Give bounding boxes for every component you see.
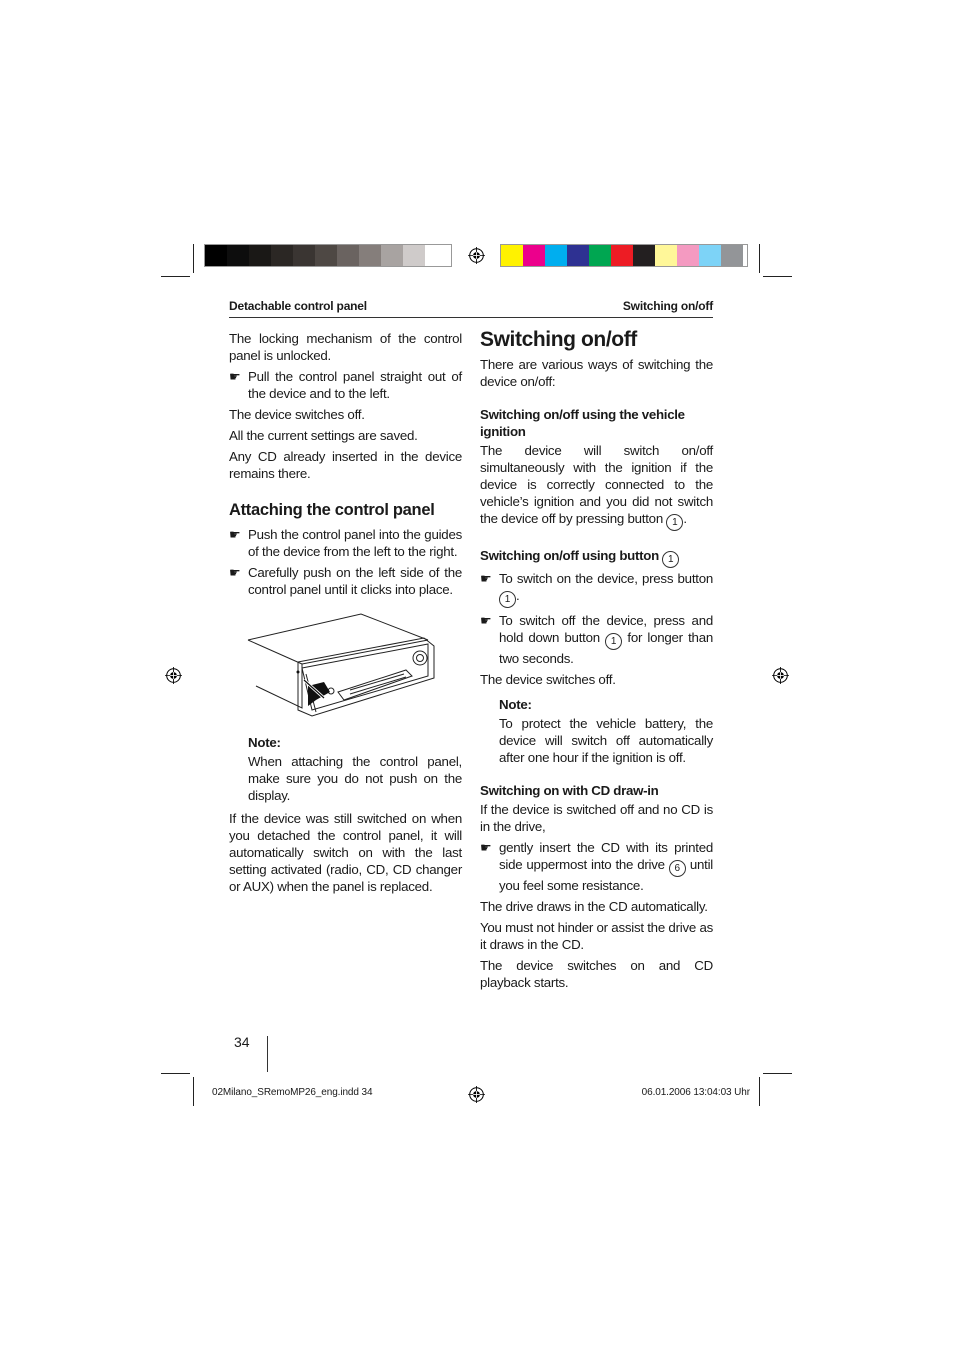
paragraph: The device switches off.: [480, 672, 616, 687]
button-6-symbol: 6: [669, 860, 686, 877]
grayscale-color-bar: [204, 244, 452, 267]
color-swatch: [545, 245, 567, 266]
crop-mark: [759, 244, 760, 273]
color-swatch: [249, 245, 271, 266]
color-swatch: [425, 245, 447, 266]
crop-mark: [161, 276, 190, 277]
paragraph: If the device is switched off and no CD is in the drive,: [480, 802, 713, 834]
note-title: Note:: [248, 735, 281, 750]
paragraph: Any CD already inserted in the device remains there.: [229, 449, 462, 481]
note-text: To protect the vehicle battery, the device will switch off automatically after one hour if the ignition is off.: [499, 716, 713, 765]
paragraph: The drive draws in the CD automatically.: [480, 899, 708, 914]
button-1-symbol: 1: [662, 551, 679, 568]
note-title: Note:: [499, 697, 532, 712]
crop-mark: [763, 1073, 792, 1074]
bullet-item: ☛ To switch on the device, press button 1 .: [480, 570, 713, 608]
color-swatch: [567, 245, 589, 266]
color-swatch: [337, 245, 359, 266]
page-number-rule: [267, 1036, 268, 1072]
button-1-symbol: 1: [605, 633, 622, 650]
bullet-item: ☛ To switch off the device, press and hold down button 1 for longer than two seconds.: [480, 612, 713, 667]
color-swatch: [699, 245, 721, 266]
paragraph: If the device was still switched on when you detached the control panel, it will automatically switch on with the last setting activated (radio, CD, CD changer or AUX) when the panel is replaced.: [229, 811, 462, 894]
color-swatch: [655, 245, 677, 266]
running-header-right: Switching on/off: [622, 299, 713, 313]
running-header-left: Detachable control panel: [229, 299, 367, 313]
color-swatch: [677, 245, 699, 266]
note-box: [480, 696, 713, 766]
registration-mark-icon: [165, 667, 182, 684]
crop-mark: [759, 1077, 760, 1106]
right-column: [480, 328, 713, 995]
color-swatch: [315, 245, 337, 266]
color-swatch: [589, 245, 611, 266]
bullet-item: ☛ Carefully push on the left side of the control panel until it clicks into place.: [229, 564, 462, 598]
section-heading: Attaching the control panel: [229, 501, 435, 519]
paragraph: All the current settings are saved.: [229, 428, 418, 443]
registration-mark-icon: [468, 247, 485, 264]
color-swatch: [633, 245, 655, 266]
registration-mark-icon: [772, 667, 789, 684]
color-swatch: [293, 245, 315, 266]
paragraph: The device switches on and CD playback starts.: [480, 958, 713, 990]
bullet-item: ☛ Pull the control panel straight out of the device and to the left.: [229, 368, 462, 402]
header-rule: [229, 317, 713, 318]
subheading: Switching on/off using button 1: [480, 547, 713, 568]
registration-mark-icon: [468, 1086, 485, 1103]
color-swatch: [205, 245, 227, 266]
page-number: 34: [234, 1034, 250, 1050]
slug-timestamp: 06.01.2006 13:04:03 Uhr: [641, 1087, 750, 1098]
button-1-symbol: 1: [666, 514, 683, 531]
color-swatch: [271, 245, 293, 266]
color-swatch: [359, 245, 381, 266]
button-1-symbol: 1: [499, 591, 516, 608]
color-swatch: [501, 245, 523, 266]
paragraph: You must not hinder or assist the drive as it draws in the CD.: [480, 920, 713, 952]
crop-mark: [763, 276, 792, 277]
subheading: Switching on with CD draw-in: [480, 783, 659, 798]
bullet-item: ☛ gently insert the CD with its printed side uppermost into the drive 6 until you feel some resistance.: [480, 839, 713, 894]
process-color-bar: [500, 244, 748, 267]
paragraph: The device switches off.: [229, 407, 365, 422]
color-swatch: [381, 245, 403, 266]
color-swatch: [403, 245, 425, 266]
left-column: [229, 330, 462, 602]
left-column-lower: [229, 734, 462, 899]
subheading: Switching on/off using the vehicle ignition: [480, 407, 685, 439]
paragraph: There are various ways of switching the device on/off:: [480, 357, 713, 389]
note-box: [229, 734, 462, 804]
slug-filename: 02Milano_SRemoMP26_eng.indd 34: [212, 1087, 373, 1098]
color-swatch: [611, 245, 633, 266]
crop-mark: [193, 1077, 194, 1106]
page-title: Switching on/off: [480, 328, 637, 351]
color-swatch: [227, 245, 249, 266]
paragraph: The locking mechanism of the control panel is unlocked.: [229, 331, 462, 363]
crop-mark: [193, 244, 194, 273]
crop-mark: [161, 1073, 190, 1074]
color-swatch: [721, 245, 743, 266]
bullet-item: ☛ Push the control panel into the guides of the device from the left to the right.: [229, 526, 462, 560]
note-text: When attaching the control panel, make sure you do not push on the display.: [248, 754, 462, 803]
color-swatch: [523, 245, 545, 266]
paragraph: The device will switch on/off simultaneously with the ignition if the device is correctly connected to the vehicle’s ignition and you did not switch the device off by pressing button 1 .: [480, 442, 713, 531]
control-panel-illustration: [246, 612, 436, 722]
